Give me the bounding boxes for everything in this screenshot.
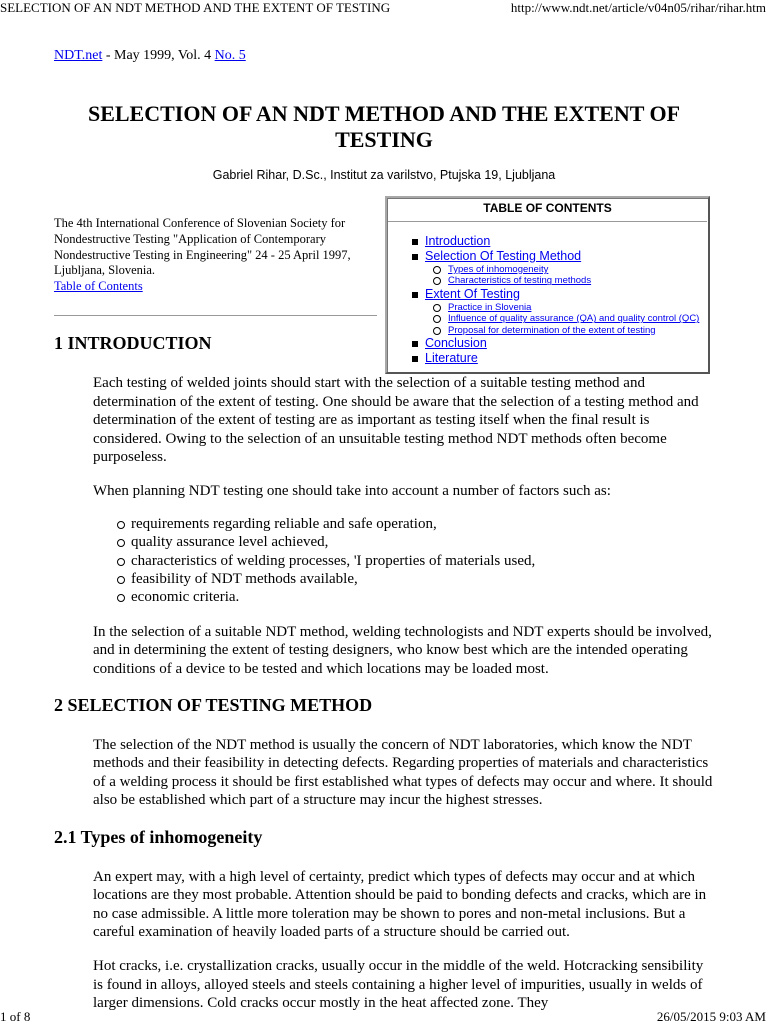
ndt-net-link[interactable]: NDT.net	[54, 48, 103, 63]
toc-sublink[interactable]: Proposal for determination of the extent of testing	[448, 324, 656, 336]
toc-heading: TABLE OF CONTENTS	[388, 198, 707, 221]
list-item: requirements regarding reliable and safe operation,	[104, 515, 714, 533]
toc-subitem-proposal	[409, 325, 708, 337]
list-item: characteristics of welding processes, 'I properties of materials used,	[104, 552, 714, 570]
page-title: SELECTION OF AN NDT METHOD AND THE EXTENT OF TESTING	[87, 101, 681, 152]
conference-note	[54, 216, 354, 294]
table-of-contents	[385, 196, 710, 374]
toc-subitem-qa-qc	[409, 313, 708, 325]
list-item: quality assurance level achieved,	[104, 533, 714, 551]
section-heading-introduction: 1 INTRODUCTION	[54, 333, 212, 354]
toc-subitem-types	[409, 264, 708, 276]
toc-sublink[interactable]: Types of inhomogeneity	[448, 263, 549, 275]
list-item: feasibility of NDT methods available,	[104, 570, 714, 588]
section-heading-types: 2.1 Types of inhomogeneity	[54, 826, 263, 847]
toc-link[interactable]: Extent Of Testing	[425, 286, 520, 301]
toc-sublink[interactable]: Characteristics of testing methods	[448, 275, 592, 287]
toc-sublink[interactable]: Practice in Slovenia	[448, 301, 532, 313]
toc-item-selection	[409, 249, 708, 264]
toc-link[interactable]: Selection Of Testing Method	[425, 248, 582, 263]
toc-subitem-practice	[409, 302, 708, 314]
print-footer-page: 1 of 8	[0, 1009, 31, 1024]
issue-line	[54, 47, 714, 64]
toc-item-introduction	[409, 234, 708, 249]
section-heading-selection: 2 SELECTION OF TESTING METHOD	[54, 695, 373, 716]
toc-item-literature	[409, 351, 708, 366]
article	[54, 47, 714, 1013]
intro-paragraph-3: In the selection of a suitable NDT method, welding technologists and NDT experts should be involved, and in determining the extent of testing designers, who know best which are the intended operating conditions of a device to be tested and which locations may be loaded most.	[93, 623, 712, 677]
toc-item-extent	[409, 287, 708, 302]
conference-toc-link[interactable]: Table of Contents	[54, 278, 143, 293]
types-paragraph-2: Hot cracks, i.e. crystallization cracks, usually occur in the middle of the weld. Hotcracking sensibility is found in alloys, alloyed steels and steels containing a higher level of impurities, usually in welds of larger dimensions. Cold cracks occur mostly in the heat affected zone. They	[93, 958, 704, 1012]
factor-list	[104, 515, 714, 607]
toc-sublink[interactable]: Influence of quality assurance (QA) and quality control (QC)	[448, 313, 700, 325]
list-item: economic criteria.	[104, 588, 714, 606]
selection-paragraph-1: The selection of the NDT method is usually the concern of NDT laboratories, which know the NDT methods and their feasibility in detecting defects. Regarding properties of materials and characteristics of a welding process it should be first established what types of defects may occur and where. It should also be established which part of a structure may incur the highest stresses.	[93, 737, 713, 809]
author-line: Gabriel Rihar, D.Sc., Institut za varilstvo, Ptujska 19, Ljubljana	[212, 168, 556, 182]
print-header-url: http://www.ndt.net/article/v04n05/rihar/rihar.htm	[510, 0, 766, 15]
print-header-title: SELECTION OF AN NDT METHOD AND THE EXTENT OF TESTING	[0, 0, 391, 15]
issue-text: - May 1999, Vol. 4	[102, 48, 215, 63]
toc-list	[387, 222, 708, 367]
intro-paragraph-2: When planning NDT testing one should take into account a number of factors such as:	[93, 483, 611, 500]
toc-link[interactable]: Introduction	[425, 233, 491, 248]
toc-link[interactable]: Conclusion	[425, 336, 487, 351]
issue-link[interactable]: No. 5	[214, 48, 246, 63]
toc-subitem-characteristics	[409, 275, 708, 287]
intro-paragraph-1: Each testing of welded joints should start with the selection of a suitable testing method and determination of the extent of testing. One should be aware that the selection of a testing method and determination of the extent of testing are as important as testing itself when the final result is considered. Owing to the selection of an unsuitable testing method NDT methods often become purposeless.	[93, 375, 699, 465]
toc-link[interactable]: Literature	[425, 351, 478, 366]
conference-text: The 4th International Conference of Slovenian Society for Nondestructive Testing "Application of Contemporary Nondestructive Testing in Engineering" 24 - 25 April 1997, Ljubljana, Slovenia.	[54, 216, 351, 278]
divider	[54, 315, 377, 316]
toc-item-conclusion	[409, 336, 708, 351]
types-paragraph-1: An expert may, with a high level of certainty, predict which types of defects may occur and at which locations are they most probable. Attention should be paid to bonding defects and cracks, which are in no case admissible. A little more toleration may be shown to pores and non-metal inclusions. But a careful examination of heavily loaded parts of a structure should be carried out.	[93, 868, 707, 940]
print-footer-datetime: 26/05/2015 9:03 AM	[656, 1009, 766, 1024]
